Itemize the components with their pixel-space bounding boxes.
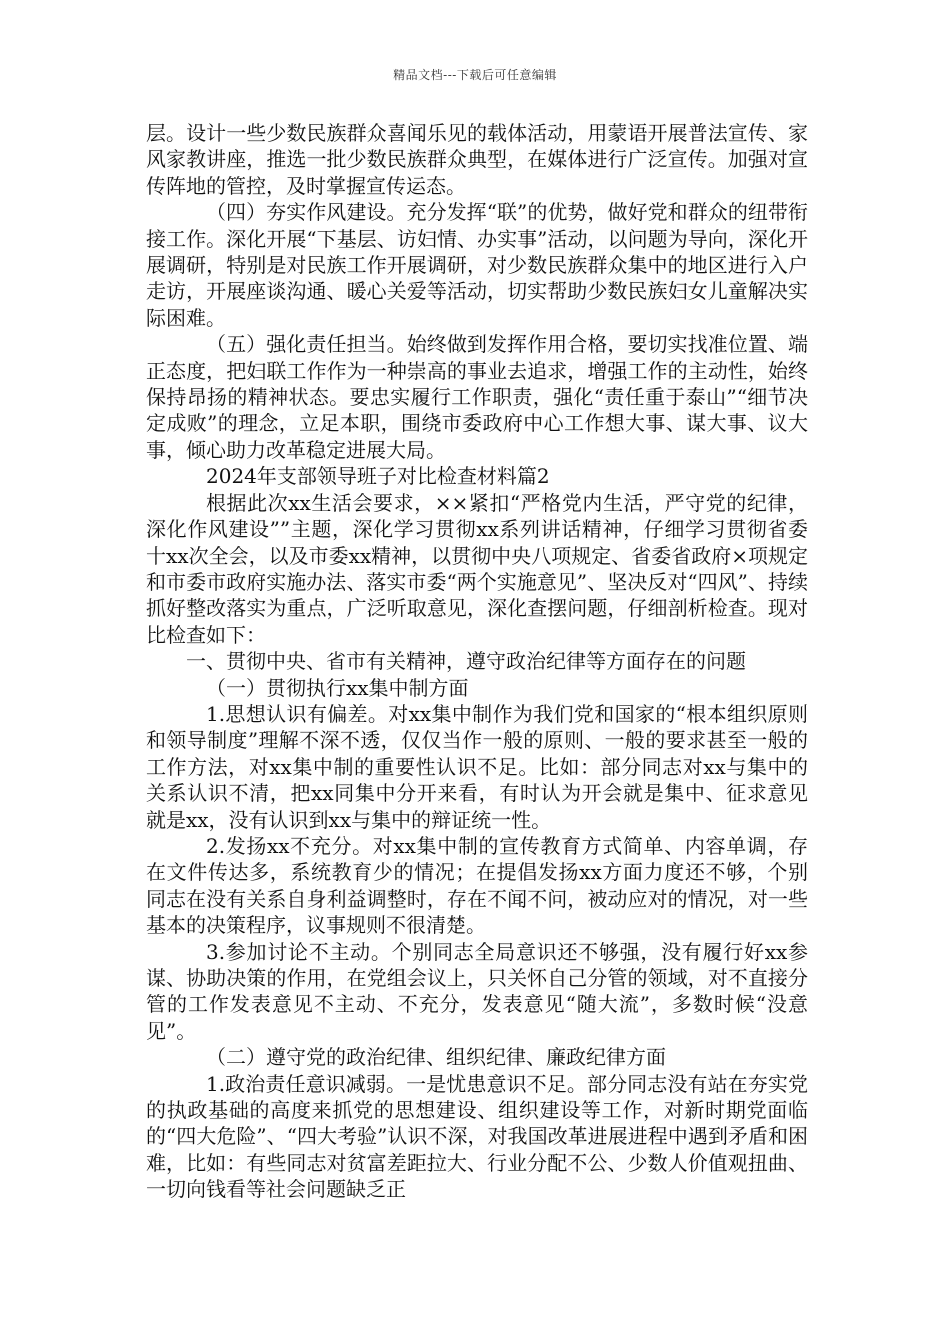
page-header: 精品文档---下载后可任意编辑 [393,68,557,82]
paragraph: （五）强化责任担当。始终做到发挥作用合格，要切实找准位置、端正态度，把妇联工作作为一种崇高的事业去追求，增强工作的主动性，始终保持昂扬的精神状态。要忠实履行工作职责，强化“责任重于泰山”“细节决定成败”的理念，立足本职，围绕市委政府中心工作想大事、谋大事、议大事，倾心助力改革稳定进展大局。 [146,332,808,462]
subsection-heading: （一）贯彻执行xx集中制方面 [206,675,469,700]
paragraph: 根据此次xx生活会要求，××紧扣“严格党内生活，严守党的纪律，深化作风建设””主题，深化学习贯彻xx系列讲话精神，仔细学习贯彻省委十xx次全会，以及市委xx精神，以贯彻中央八项规定、省委省政府×项规定和市委市政府实施办法、落实市委“两个实施意见”、坚决反对“四风”、持续抓好整改落实为重点，广泛听取意见，深化查摆问题，仔细剖析检查。现对比检查如下： [146,490,808,647]
paragraph: 3.参加讨论不主动。个别同志全局意识还不够强，没有履行好xx参谋、协助决策的作用，在党组会议上，只关怀自己分管的领域，对不直接分管的工作发表意见不主动、不充分，发表意见“随大流”，多数时候“没意见”。 [146,939,808,1043]
document-body [146,120,808,1203]
section-heading: 一、贯彻中央、省市有关精神，遵守政治纪律等方面存在的问题 [186,649,746,674]
section-title: 2024年支部领导班子对比检查材料篇2 [206,464,550,489]
subsection-heading: （二）遵守党的政治纪律、组织纪律、廉政纪律方面 [206,1045,666,1070]
paragraph: 1.政治责任意识减弱。一是忧患意识不足。部分同志没有站在夯实党的执政基础的高度来抓党的思想建设、组织建设等工作，对新时期党面临的“四大危险”、“四大考验”认识不深，对我国改革进展进程中遇到矛盾和困难，比如：有些同志对贫富差距拉大、行业分配不公、少数人价值观扭曲、一切向钱看等社会问题缺乏正 [146,1071,808,1202]
paragraph: 1.思想认识有偏差。对xx集中制作为我们党和国家的“根本组织原则和领导制度”理解不深不透，仅仅当作一般的原则、一般的要求甚至一般的工作方法，对xx集中制的重要性认识不足。比如：部分同志对xx与集中的关系认识不清，把xx同集中分开来看，有时认为开会就是集中、征求意见就是xx，没有认识到xx与集中的辩证统一性。 [146,701,808,832]
paragraph: 层。设计一些少数民族群众喜闻乐见的载体活动，用蒙语开展普法宣传、家风家教讲座，推选一批少数民族群众典型，在媒体进行广泛宣传。加强对宣传阵地的管控，及时掌握宣传运态。 [146,121,808,198]
paragraph: 2.发扬xx不充分。对xx集中制的宣传教育方式简单、内容单调，存在文件传达多，系统教育少的情况；在提倡发扬xx方面力度还不够，个别同志在没有关系自身利益调整时，存在不闻不问，被动应对的情况，对一些基本的决策程序，议事规则不很清楚。 [146,833,808,938]
paragraph: （四）夯实作风建设。充分发挥“联”的优势，做好党和群众的纽带衔接工作。深化开展“下基层、访妇情、办实事”活动，以问题为导向，深化开展调研，特别是对民族工作开展调研，对少数民族群众集中的地区进行入户走访，开展座谈沟通、暖心关爱等活动，切实帮助少数民族妇女儿童解决实际困难。 [146,200,808,330]
